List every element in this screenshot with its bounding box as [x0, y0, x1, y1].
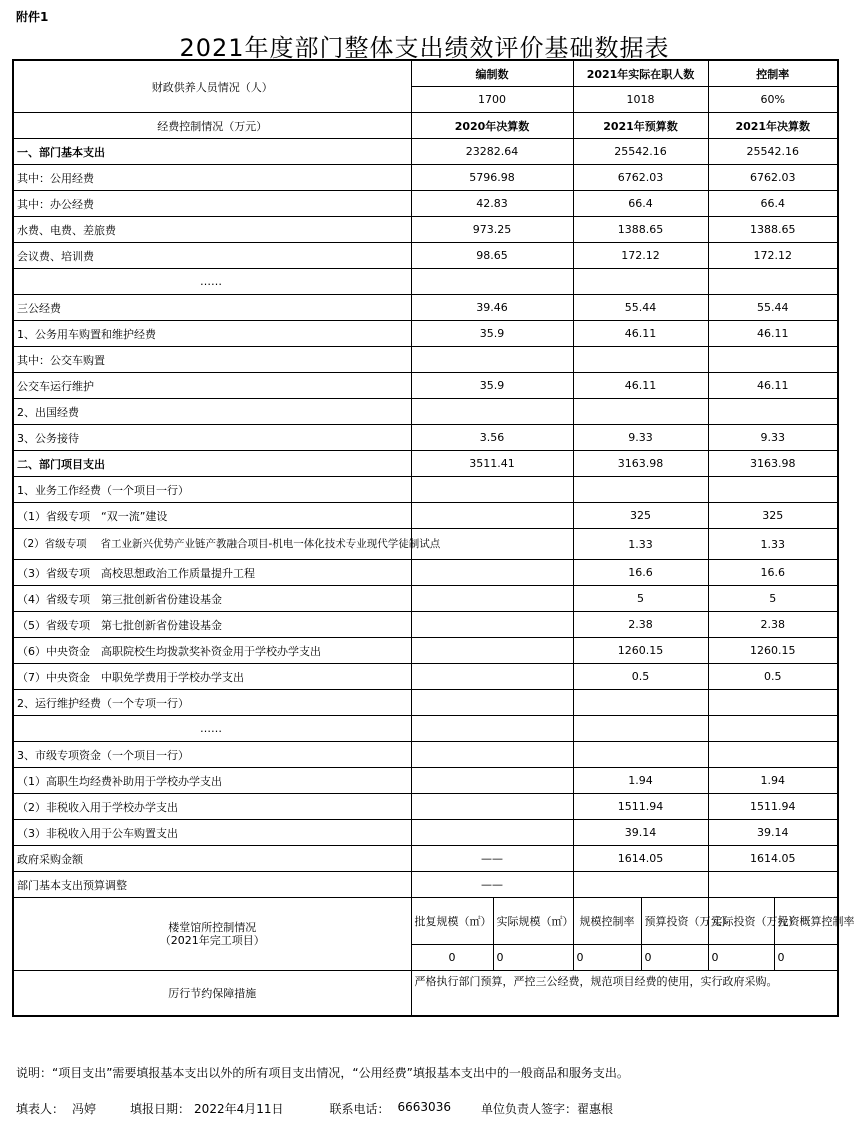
table-row	[13, 846, 838, 872]
row-value-2	[573, 742, 708, 768]
row-label: 部门基本支出预算调整	[13, 872, 411, 898]
row-value-1: 3.56	[411, 425, 573, 451]
row-value-2: 1614.05	[573, 846, 708, 872]
staff-value-3: 60%	[708, 87, 838, 113]
row-value-1	[411, 477, 573, 503]
row-value-1	[411, 399, 573, 425]
row-label: 一、部门基本支出	[13, 139, 411, 165]
row-value-1	[411, 560, 573, 586]
row-value-1	[411, 586, 573, 612]
row-value-2: 2.38	[573, 612, 708, 638]
row-label: （6）中央资金 高职院校生均拨款奖补资金用于学校办学支出	[13, 638, 411, 664]
table-row	[13, 295, 838, 321]
row-value-1	[411, 269, 573, 295]
building-value-4: 0	[641, 945, 708, 971]
funds-header-2: 2021年预算数	[573, 113, 708, 139]
row-value-1: 973.25	[411, 217, 573, 243]
table-row	[13, 165, 838, 191]
row-value-1	[411, 638, 573, 664]
saving-text: 严格执行部门预算，严控三公经费，规范项目经费的使用，实行政府采购。	[411, 971, 838, 1017]
table-row	[13, 425, 838, 451]
row-value-1	[411, 794, 573, 820]
building-value-6: 0	[774, 945, 838, 971]
row-value-1: 42.83	[411, 191, 573, 217]
row-value-3: 3163.98	[708, 451, 838, 477]
row-value-3: 6762.03	[708, 165, 838, 191]
row-value-3: 1388.65	[708, 217, 838, 243]
row-value-3: 39.14	[708, 820, 838, 846]
building-header-2: 实际规模（㎡）	[493, 898, 573, 945]
staff-value-2: 1018	[573, 87, 708, 113]
row-value-1: 39.46	[411, 295, 573, 321]
table-row	[13, 399, 838, 425]
staff-header-3: 控制率	[708, 60, 838, 87]
row-label: 公交车运行维护	[13, 373, 411, 399]
row-value-3	[708, 399, 838, 425]
row-label: 其中：办公经费	[13, 191, 411, 217]
row-value-1	[411, 768, 573, 794]
building-label-line2: （2021年完工项目）	[159, 934, 265, 947]
row-label: （2）省级专项 省工业新兴优势产业链产教融合项目-机电一体化技术专业现代学徒制试点	[13, 529, 411, 560]
table-row	[13, 638, 838, 664]
table-row	[13, 477, 838, 503]
row-label: （5）省级专项 第七批创新省份建设基金	[13, 612, 411, 638]
row-value-3	[708, 716, 838, 742]
building-label-line1: 楼堂馆所控制情况	[168, 921, 257, 934]
row-value-2: 1.33	[573, 529, 708, 560]
filler-label: 填表人：	[16, 1102, 65, 1116]
table-row	[13, 872, 838, 898]
row-value-2: 0.5	[573, 664, 708, 690]
row-value-3: 25542.16	[708, 139, 838, 165]
row-value-1: 5796.98	[411, 165, 573, 191]
phone-number: 6663036	[397, 1100, 451, 1114]
row-value-3: 172.12	[708, 243, 838, 269]
building-header-5: 实际投资（万元）	[708, 898, 774, 945]
row-value-2: 1511.94	[573, 794, 708, 820]
row-value-3: 66.4	[708, 191, 838, 217]
building-header-4: 预算投资（万元）	[641, 898, 708, 945]
row-value-3: 1.94	[708, 768, 838, 794]
row-value-3: 16.6	[708, 560, 838, 586]
row-label: 2、出国经费	[13, 399, 411, 425]
table-row	[13, 269, 838, 295]
funds-header-3: 2021年决算数	[708, 113, 838, 139]
table-row	[13, 373, 838, 399]
row-label: （4）省级专项 第三批创新省份建设基金	[13, 586, 411, 612]
building-header-1: 批复规模（㎡）	[411, 898, 493, 945]
row-label: 三公经费	[13, 295, 411, 321]
row-value-2: 46.11	[573, 373, 708, 399]
row-label: 2、运行维护经费（一个专项一行）	[13, 690, 411, 716]
row-value-2	[573, 716, 708, 742]
row-value-2: 25542.16	[573, 139, 708, 165]
row-value-3: 1511.94	[708, 794, 838, 820]
row-value-2: 172.12	[573, 243, 708, 269]
row-value-1: 3511.41	[411, 451, 573, 477]
building-value-3: 0	[573, 945, 641, 971]
filler-name: 冯婷	[72, 1102, 97, 1116]
row-label: 其中：公用经费	[13, 165, 411, 191]
row-value-2: 325	[573, 503, 708, 529]
table-row	[13, 321, 838, 347]
row-label: （1）省级专项 “双一流”建设	[13, 503, 411, 529]
row-label: （7）中央资金 中职免学费用于学校办学支出	[13, 664, 411, 690]
table-row	[13, 560, 838, 586]
row-value-1: 23282.64	[411, 139, 573, 165]
row-value-3: 1.33	[708, 529, 838, 560]
head-label: 单位负责人签字：	[480, 1102, 577, 1116]
staff-header-1: 编制数	[411, 60, 573, 87]
table-row	[13, 191, 838, 217]
row-value-2	[573, 477, 708, 503]
row-value-2: 39.14	[573, 820, 708, 846]
fill-date: 2022年4月11日	[194, 1102, 284, 1116]
head-name: 翟惠根	[576, 1102, 613, 1116]
row-value-1: ——	[411, 846, 573, 872]
table-row	[13, 451, 838, 477]
row-value-2	[573, 690, 708, 716]
explanation-note: 说明：“项目支出”需要填报基本支出以外的所有项目支出情况，“公用经费”填报基本支出中的一般商品和服务支出。	[16, 1066, 629, 1080]
table-row	[13, 716, 838, 742]
row-value-1: 35.9	[411, 321, 573, 347]
row-value-1: 35.9	[411, 373, 573, 399]
row-label: ……	[13, 716, 411, 742]
funds-label: 经费控制情况（万元）	[13, 113, 411, 139]
date-label: 填报日期：	[130, 1102, 191, 1116]
row-value-3	[708, 872, 838, 898]
building-value-2: 0	[493, 945, 573, 971]
row-value-1	[411, 716, 573, 742]
row-value-1: ——	[411, 872, 573, 898]
row-value-3: 46.11	[708, 373, 838, 399]
row-value-3: 325	[708, 503, 838, 529]
row-value-2: 1260.15	[573, 638, 708, 664]
table-row	[13, 820, 838, 846]
row-value-2: 5	[573, 586, 708, 612]
row-value-3: 2.38	[708, 612, 838, 638]
row-value-2: 1.94	[573, 768, 708, 794]
row-value-1	[411, 503, 573, 529]
row-label: 其中：公交车购置	[13, 347, 411, 373]
row-label: 水费、电费、差旅费	[13, 217, 411, 243]
row-value-3: 55.44	[708, 295, 838, 321]
row-value-2: 1388.65	[573, 217, 708, 243]
table-row	[13, 664, 838, 690]
building-label	[13, 898, 411, 971]
row-value-1	[411, 742, 573, 768]
building-value-5: 0	[708, 945, 774, 971]
row-value-2: 55.44	[573, 295, 708, 321]
table-row	[13, 690, 838, 716]
row-value-3: 46.11	[708, 321, 838, 347]
row-value-2	[573, 399, 708, 425]
row-value-3	[708, 269, 838, 295]
row-value-2: 6762.03	[573, 165, 708, 191]
row-value-3: 9.33	[708, 425, 838, 451]
page-title: 2021年度部门整体支出绩效评价基础数据表	[179, 34, 670, 62]
row-label: 3、公务接待	[13, 425, 411, 451]
table-row	[13, 503, 838, 529]
staff-header-2: 2021年实际在职人数	[573, 60, 708, 87]
row-label: （2）非税收入用于学校办学支出	[13, 794, 411, 820]
row-value-3: 1260.15	[708, 638, 838, 664]
row-value-3	[708, 477, 838, 503]
row-value-3: 0.5	[708, 664, 838, 690]
row-value-1	[411, 820, 573, 846]
row-label: （1）高职生均经费补助用于学校办学支出	[13, 768, 411, 794]
table-row	[13, 139, 838, 165]
table-row	[13, 586, 838, 612]
saving-label: 厉行节约保障措施	[13, 971, 411, 1017]
row-value-2	[573, 269, 708, 295]
table-row	[13, 529, 838, 560]
row-label: 二、部门项目支出	[13, 451, 411, 477]
table-row	[13, 217, 838, 243]
row-value-3	[708, 347, 838, 373]
table-row	[13, 243, 838, 269]
row-value-3: 5	[708, 586, 838, 612]
row-value-2: 66.4	[573, 191, 708, 217]
row-value-3	[708, 742, 838, 768]
phone-label: 联系电话：	[329, 1102, 390, 1116]
staff-label: 财政供养人员情况（人）	[13, 60, 411, 113]
data-table	[12, 59, 855, 1017]
row-label: （3）省级专项 高校思想政治工作质量提升工程	[13, 560, 411, 586]
row-value-1	[411, 690, 573, 716]
row-label: 1、公务用车购置和维护经费	[13, 321, 411, 347]
building-header-6: 投资概算控制率	[774, 898, 838, 945]
row-value-3: 1614.05	[708, 846, 838, 872]
building-value-1: 0	[411, 945, 493, 971]
table-row	[13, 768, 838, 794]
table-row	[13, 347, 838, 373]
building-header-3: 规模控制率	[573, 898, 641, 945]
row-value-2: 9.33	[573, 425, 708, 451]
row-label: （3）非税收入用于公车购置支出	[13, 820, 411, 846]
row-value-2: 46.11	[573, 321, 708, 347]
row-label: 政府采购金额	[13, 846, 411, 872]
row-value-2	[573, 872, 708, 898]
funds-header-1: 2020年决算数	[411, 113, 573, 139]
footer	[16, 1100, 613, 1117]
row-value-3	[708, 690, 838, 716]
row-value-1: 98.65	[411, 243, 573, 269]
row-value-2: 16.6	[573, 560, 708, 586]
attachment-label: 附件1	[16, 10, 49, 24]
row-label: 会议费、培训费	[13, 243, 411, 269]
row-value-2	[573, 347, 708, 373]
row-label: 1、业务工作经费（一个项目一行）	[13, 477, 411, 503]
table-row	[13, 612, 838, 638]
staff-value-1: 1700	[411, 87, 573, 113]
row-label: ……	[13, 269, 411, 295]
row-value-1	[411, 612, 573, 638]
row-value-1	[411, 347, 573, 373]
row-label: 3、市级专项资金（一个项目一行）	[13, 742, 411, 768]
table-row	[13, 742, 838, 768]
table-row	[13, 794, 838, 820]
row-value-1	[411, 664, 573, 690]
row-value-2: 3163.98	[573, 451, 708, 477]
